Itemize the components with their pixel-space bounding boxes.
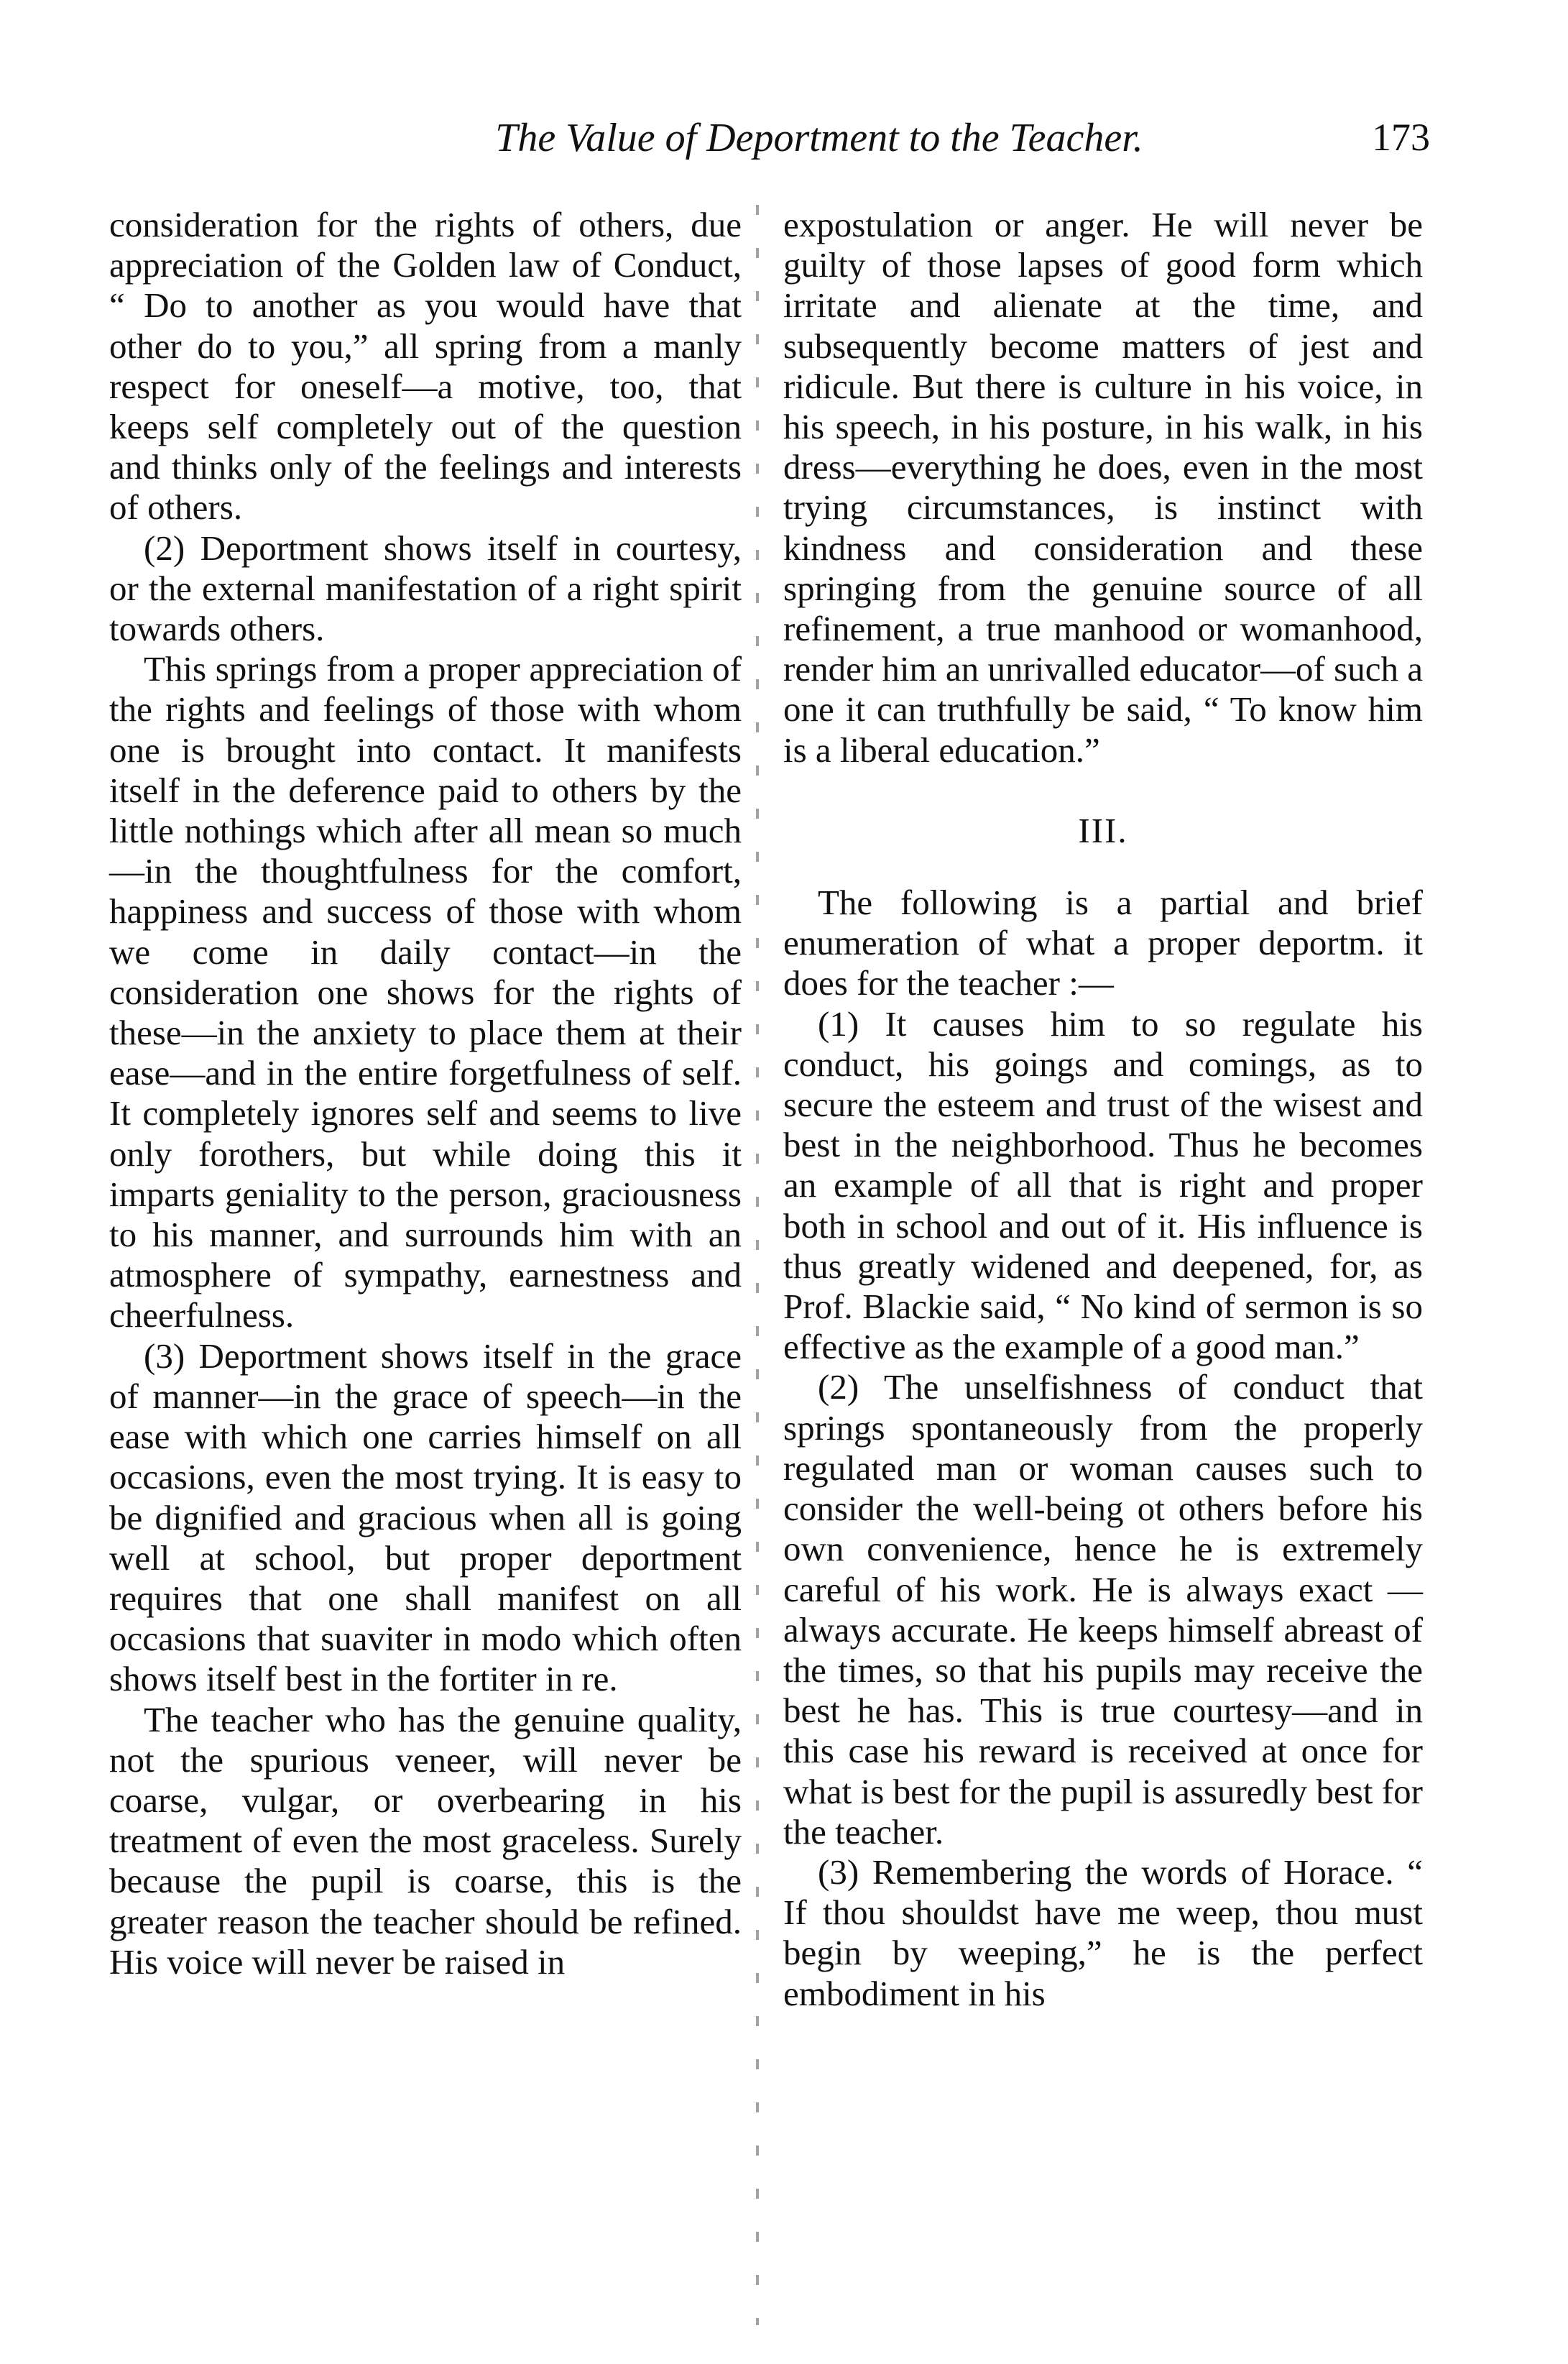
running-title: The Value of Deportment to the Teacher. xyxy=(495,116,1143,160)
right-column xyxy=(783,205,1423,2014)
column-divider xyxy=(756,205,759,2325)
paragraph: This springs from a proper appreciation of the rights and feelings of those with whom one is brought into contact. It manifests itself in the deference paid to others by the little nothings which after all mean so much—in the thoughtfulness for the comfort, happiness and success of those with whom we come in daily contact—in the consideration one shows for the rights of these—in the anxiety to place them at their ease—and in the entire forgetfulness of self. It completely ignores self and seems to live only forothers, but while doing this it imparts geniality to the person, graciousness to his manner, and surrounds him with an atmosphere of sympathy, earnestness and cheerfulness. xyxy=(109,649,742,1335)
section-number: III. xyxy=(1078,810,1128,850)
paragraph: consideration for the rights of others, due appreciation of the Golden law of Conduct, “ Do to another as you would have that other do to you,” all spring from a manly respect for oneself—a motive, too, that keeps self completely out of the question and thinks only of the feelings and interests of others. xyxy=(109,205,742,528)
paragraph: The teacher who has the genuine quality, not the spurious veneer, will never be coarse, vulgar, or overbearing in his treatment of even the most graceless. Surely because the pupil is coarse, this is the greater reason the teacher should be refined. His voice will never be raised in xyxy=(109,1699,742,1982)
paragraph: expostulation or anger. He will never be guilty of those lapses of good form which irritate and alienate at the time, and subsequently become matters of jest and ridicule. But there is culture in his voice, in his speech, in his posture, in his walk, in his dress—everything he does, even in the most trying circumstances, is instinct with kindness and consideration and these springing from the genuine source of all refinement, a true manhood or womanhood, render him an unrivalled educator—of such a one it can truthfully be said, “ To know him is a liberal education.” xyxy=(783,205,1423,770)
left-column xyxy=(109,205,742,1982)
paragraph: (3) Remembering the words of Horace. “ If thou shouldst have me weep, thou must begin by weeping,” he is the perfect embodiment in his xyxy=(783,1852,1423,2013)
page-header xyxy=(108,115,1430,173)
paragraph: (2) Deportment shows itself in courtesy, or the external manifestation of a right spirit towards others. xyxy=(109,528,742,649)
page-number: 173 xyxy=(1372,116,1430,159)
paragraph: The following is a partial and brief enumeration of what a proper deportm. it does for the teacher :— xyxy=(783,883,1423,1003)
paragraph: (3) Deportment shows itself in the grace of manner—in the grace of speech—in the ease with which one carries himself on all occasions, even the most trying. It is easy to be dignified and gracious when all is going well at school, but proper deportment requires that one shall manifest on all occasions that suaviter in modo which often shows itself best in the fortiter in re. xyxy=(109,1335,742,1699)
paragraph: (2) The unselfishness of conduct that springs spontaneously from the properly regulated man or woman causes such to consider the well-being ot others before his own convenience, hence he is extremely careful of his work. He is always exact —always accurate. He keeps himself abreast of the times, so that his pupils may receive the best he has. This is true courtesy—and in this case his reward is received at once for what is best for the pupil is assuredly best for the teacher. xyxy=(783,1367,1423,1852)
paragraph: (1) It causes him to so regulate his conduct, his goings and comings, as to secure the esteem and trust of the wisest and best in the neighborhood. Thus he becomes an example of all that is right and proper both in school and out of it. His influence is thus greatly widened and deepened, for, as Prof. Blackie said, “ No kind of sermon is so effective as the example of a good man.” xyxy=(783,1003,1423,1367)
